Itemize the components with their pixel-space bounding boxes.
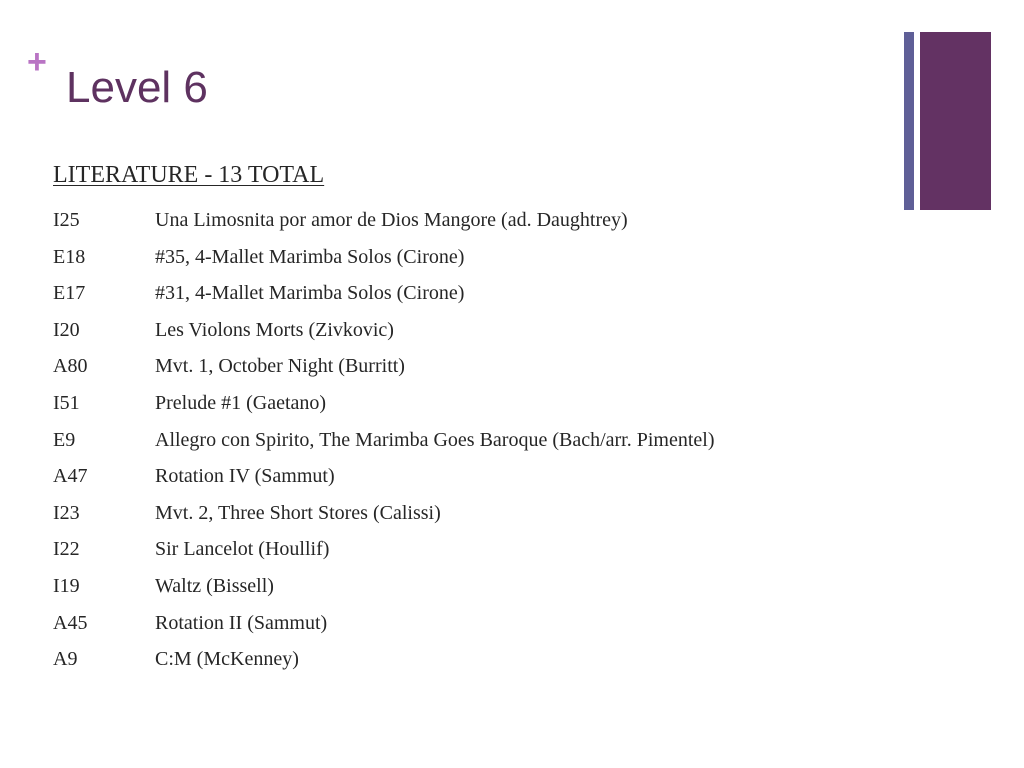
literature-list: [53, 206, 715, 682]
plus-icon: +: [27, 43, 47, 81]
list-item: [53, 609, 715, 646]
section-heading: LITERATURE - 13 TOTAL: [53, 162, 325, 188]
list-item: [53, 535, 715, 572]
list-item: [53, 316, 715, 353]
decorative-bar-thin: [904, 32, 914, 210]
list-item: [53, 279, 715, 316]
piece-code: E9: [53, 428, 76, 451]
piece-title: Sir Lancelot (Houllif): [155, 538, 330, 561]
piece-title: Rotation IV (Sammut): [155, 465, 335, 488]
list-item: [53, 426, 715, 463]
piece-title: Waltz (Bissell): [155, 574, 274, 597]
piece-title: Les Violons Morts (Zivkovic): [155, 318, 394, 341]
piece-title: Rotation II (Sammut): [155, 611, 328, 634]
piece-code: A9: [53, 648, 78, 671]
list-item: [53, 462, 715, 499]
piece-title: C:M (McKenney): [155, 648, 299, 671]
list-item: [53, 352, 715, 389]
piece-code: I20: [53, 318, 80, 341]
decorative-bar-thick: [920, 32, 991, 210]
piece-code: A47: [53, 465, 88, 488]
piece-title: Mvt. 2, Three Short Stores (Calissi): [155, 501, 441, 524]
piece-title: Allegro con Spirito, The Marimba Goes Baroque (Bach/arr. Pimentel): [155, 428, 715, 451]
piece-code: E17: [53, 282, 86, 305]
slide-title: Level 6: [66, 63, 208, 112]
piece-title: #31, 4-Mallet Marimba Solos (Cirone): [155, 282, 465, 305]
list-item: [53, 645, 715, 682]
piece-code: A45: [53, 611, 88, 634]
piece-title: Prelude #1 (Gaetano): [155, 391, 327, 414]
piece-code: I51: [53, 391, 80, 414]
piece-code: I23: [53, 501, 80, 524]
piece-title: Una Limosnita por amor de Dios Mangore (ad. Daughtrey): [155, 209, 628, 231]
piece-title: Mvt. 1, October Night (Burritt): [155, 355, 405, 378]
list-item: [53, 499, 715, 536]
piece-code: I22: [53, 538, 80, 561]
list-item: [53, 572, 715, 609]
list-item: [53, 243, 715, 280]
list-item: [53, 206, 715, 243]
piece-code: E18: [53, 245, 86, 268]
piece-title: #35, 4-Mallet Marimba Solos (Cirone): [155, 245, 465, 268]
piece-code: A80: [53, 355, 88, 378]
piece-code: I25: [53, 209, 80, 231]
list-item: [53, 389, 715, 426]
piece-code: I19: [53, 574, 80, 597]
